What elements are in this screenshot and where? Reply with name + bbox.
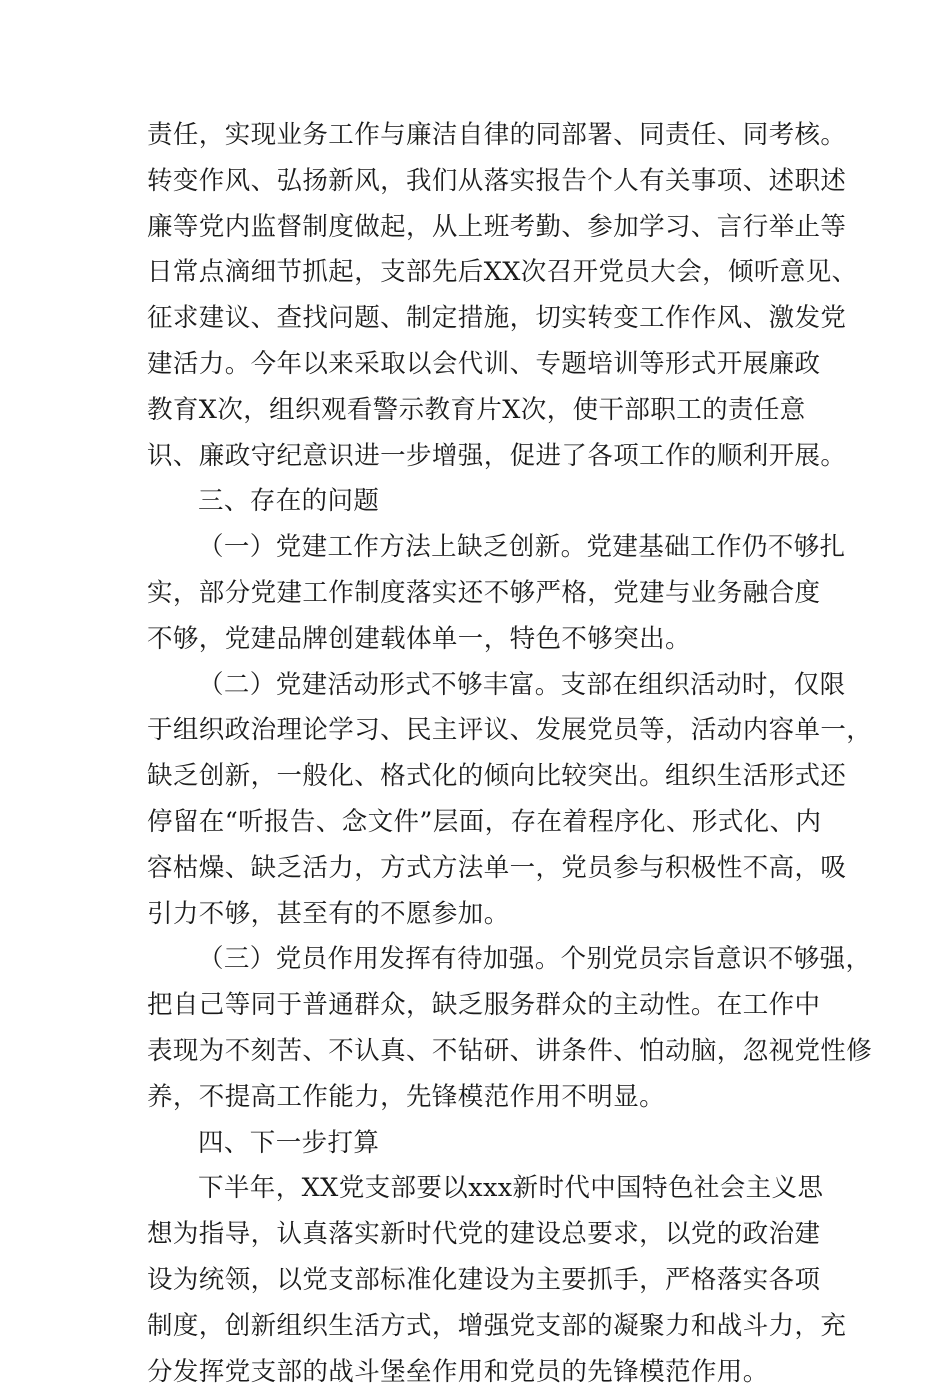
text-line: 制度，创新组织生活方式，增强党支部的凝聚力和战斗力，充 [147, 1310, 847, 1341]
text-line: 识、廉政守纪意识进一步增强，促进了各项工作的顺利开展。 [147, 440, 847, 471]
text-line: 把自己等同于普通群众，缺乏服务群众的主动性。在工作中 [147, 990, 821, 1021]
text-line: 三、存在的问题 [198, 486, 380, 517]
text-line: 表现为不刻苦、不认真、不钻研、讲条件、怕动脑，忽视党性修 [147, 1035, 873, 1066]
text-line: 转变作风、弘扬新风，我们从落实报告个人有关事项、述职述 [147, 165, 847, 196]
text-line: 容枯燥、缺乏活力，方式方法单一，党员参与积极性不高，吸 [147, 852, 847, 883]
text-line: 建活力。今年以来采取以会代训、专题培训等形式开展廉政 [147, 348, 821, 379]
text-line: 四、下一步打算 [198, 1127, 380, 1158]
text-line: 缺乏创新，一般化、格式化的倾向比较突出。组织生活形式还 [147, 761, 847, 792]
text-line: 日常点滴细节抓起，支部先后XX次召开党员大会，倾听意见、 [147, 257, 858, 288]
text-line: （一）党建工作方法上缺乏创新。党建基础工作仍不够扎 [198, 532, 846, 563]
text-line: 停留在“听报告、念文件”层面，存在着程序化、形式化、内 [147, 806, 822, 837]
text-line: 想为指导，认真落实新时代党的建设总要求，以党的政治建 [147, 1219, 821, 1250]
document-body [147, 113, 873, 1395]
text-line: 养，不提高工作能力，先锋模范作用不明显。 [147, 1081, 666, 1112]
text-line: 责任，实现业务工作与廉洁自律的同部署、同责任、同考核。 [147, 120, 847, 150]
text-line: 引力不够，甚至有的不愿参加。 [147, 898, 510, 929]
text-line: （三）党员作用发挥有待加强。个别党员宗旨意识不够强， [198, 944, 872, 975]
text-line: （二）党建活动形式不够丰富。支部在组织活动时，仅限 [198, 669, 846, 700]
text-line: 教育X次，组织观看警示教育片X次，使干部职工的责任意 [147, 394, 806, 425]
text-line: 于组织政治理论学习、民主评议、发展党员等，活动内容单一， [147, 715, 873, 746]
text-line: 征求建议、查找问题、制定措施，切实转变工作作风、激发党 [147, 303, 847, 334]
text-line: 设为统领，以党支部标准化建设为主要抓手，严格落实各项 [147, 1264, 821, 1295]
text-line: 下半年，XX党支部要以xxx新时代中国特色社会主义思 [198, 1173, 824, 1204]
text-line: 不够，党建品牌创建载体单一，特色不够突出。 [147, 623, 691, 654]
text-line: 分发挥党支部的战斗堡垒作用和党员的先锋模范作用。 [147, 1356, 769, 1387]
text-line: 实，部分党建工作制度落实还不够严格，党建与业务融合度 [147, 577, 821, 608]
text-line: 廉等党内监督制度做起，从上班考勤、参加学习、言行举止等 [147, 211, 847, 242]
